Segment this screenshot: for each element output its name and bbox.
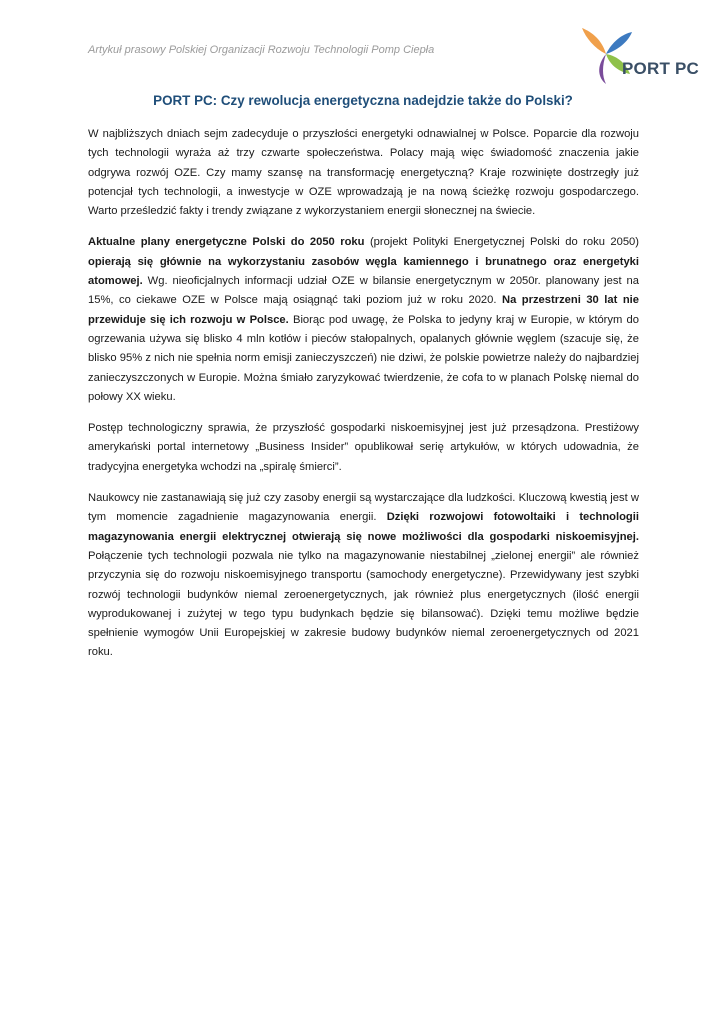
logo-petal-blue	[606, 32, 632, 54]
paragraph-2-bold-3: Na przestrzeni 30 lat nie przewiduje się ich rozwoju w Polsce.	[88, 294, 639, 326]
paragraph-4-text-1: Naukowcy nie zastanawiają się już czy zasoby energii są wystarczające dla ludzkości. Kluczową kwestią jest w tym momencie zagadnienie magazynowania energii.	[88, 492, 639, 524]
header-caption: Artykuł prasowy Polskiej Organizacji Rozwoju Technologii Pomp Ciepła	[88, 44, 435, 56]
paragraph-2-text-3: Biorąc pod uwagę, że Polska to jedyny kraj w Europie, w którym do ogrzewania używa się blisko 4 mln kotłów i pieców stałopalnych, opalanych głównie węglem (szacuje się, że blisko 95% z nich nie spełnia norm emisji zanieczyszczeń) nie dziwi, że polskie powietrze należy do najbardziej zanieczyszczonych w Europie. Można śmiało zaryzykować twierdzenie, że cofa to w planach Polskę niemal do połowy XX wieku.	[88, 313, 639, 403]
paragraph-3	[88, 419, 639, 477]
port-pc-logo	[574, 26, 704, 86]
paragraph-2-bold-2: opierają się głównie na wykorzystaniu zasobów węgla kamiennego i brunatnego oraz energetyki atomowej.	[88, 255, 639, 288]
paragraph-2-text-1: (projekt Polityki Energetycznej Polski do roku 2050)	[364, 236, 639, 249]
paragraph-3-text: Postęp technologiczny sprawia, że przyszłość gospodarki niskoemisyjnej jest już przesądzona. Prestiżowy amerykański portal internetowy „Business Insider” opublikował serię artykułów, w których udowadnia, że tradycyjna energetyka wchodzi na „spiralę śmierci”.	[88, 422, 639, 473]
logo-text: PORT PC	[622, 59, 699, 78]
paragraph-2-text-2: Wg. nieoficjalnych informacji udział OZE w bilansie energetycznym w 2050r. planowany jest na 15%, co ciekawe OZE w Polsce mają osiągnąć taki poziom już w roku 2020.	[88, 275, 639, 307]
article-body	[88, 125, 639, 675]
paragraph-1-text: W najbliższych dniach sejm zadecyduje o przyszłości energetyki odnawialnej w Polsce. Poparcie dla rozwoju tych technologii wyraża aż trzy czwarte społeczeństwa. Polacy mają więc świadomość znaczenia jakie odgrywa rozwój OZE. Czy mamy szansę na transformację energetyczną? Kraje rozwinięte dostrzegły już potencjał tych technologii, a inwestycje w OZE wprowadzają je na nową ścieżkę rozwoju gospodarczego. Warto prześledzić fakty i trendy związane z wykorzystaniem energii słonecznej na świecie.	[88, 128, 639, 218]
paragraph-2	[88, 233, 639, 407]
page-title: PORT PC: Czy rewolucja energetyczna nadejdzie także do Polski?	[153, 93, 573, 108]
paragraph-4-bold-1: Dzięki rozwojowi fotowoltaiki i technologii magazynowania energii elektrycznej otwierają się nowe możliwości dla gospodarki niskoemisyjnej.	[88, 511, 639, 543]
paragraph-4	[88, 489, 639, 663]
paragraph-1	[88, 125, 639, 221]
paragraph-2-bold-1: Aktualne plany energetyczne Polski do 2050 roku	[88, 236, 365, 249]
logo-petal-purple	[599, 54, 606, 84]
logo-petal-orange	[582, 28, 606, 54]
paragraph-4-text-2: Połączenie tych technologii pozwala nie tylko na magazynowanie niestabilnej „zielonej energii” ale również przyczynia się do rozwoju niskoemisyjnego transportu (samochody energetyczne). Przewidywany jest szybki rozwój technologii budynków niemal zeroenergetycznych, jak również plus energetycznych (ilość energii wyprodukowanej i zużytej w tego typu budynkach będzie się bilansować). Dzięki temu możliwe będzie spełnienie wymogów Unii Europejskiej w zakresie budowy budynków niemal zeroenergetycznych od 2021 roku.	[88, 549, 639, 659]
